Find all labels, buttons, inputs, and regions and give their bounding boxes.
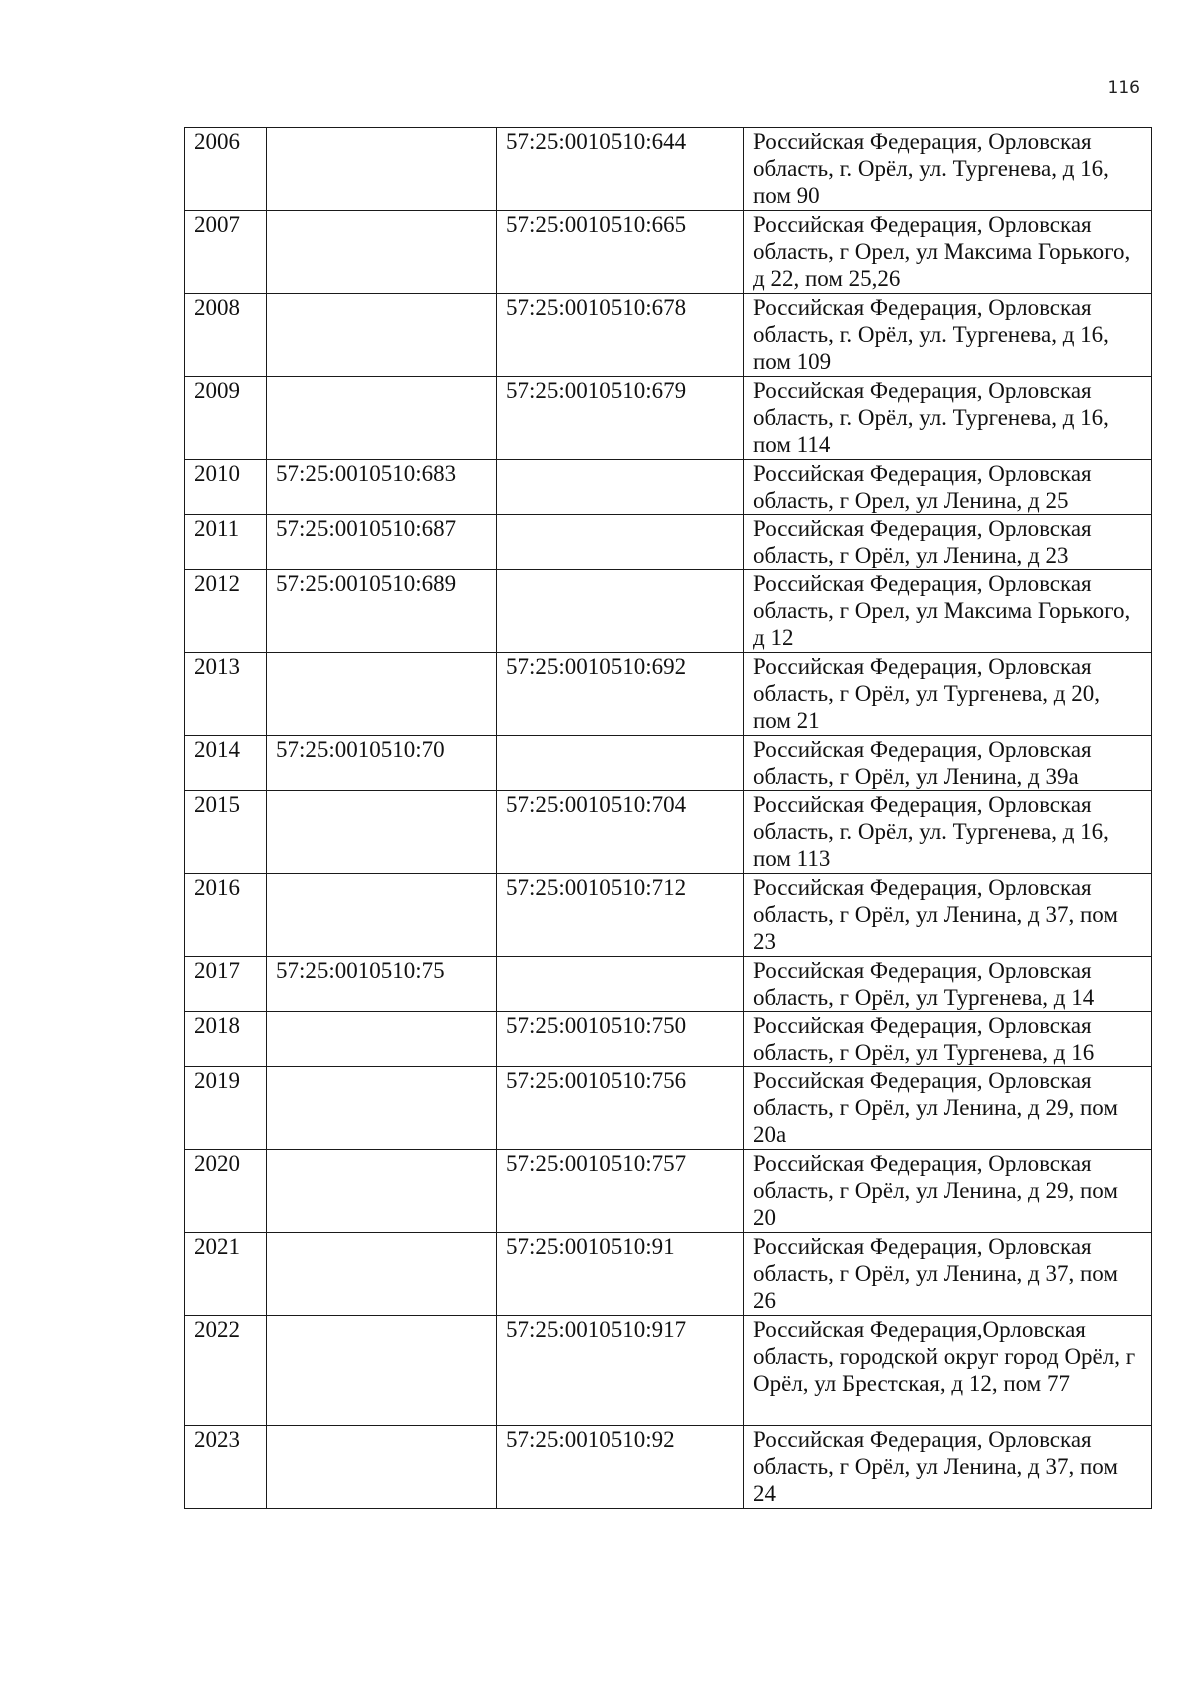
- address-cell: Российская Федерация, Орловская область, г Орёл, ул Тургенева, д 14: [744, 957, 1152, 1012]
- row-number-cell: 2009: [185, 377, 267, 460]
- row-number-cell: 2020: [185, 1150, 267, 1233]
- cadastral-premises-cell: [497, 570, 744, 653]
- row-number-cell: 2022: [185, 1316, 267, 1426]
- row-number-cell: 2011: [185, 515, 267, 570]
- table-row: [185, 874, 1152, 957]
- address-cell: Российская Федерация, Орловская область, г Орёл, ул Ленина, д 23: [744, 515, 1152, 570]
- row-number-cell: 2021: [185, 1233, 267, 1316]
- address-cell: Российская Федерация, Орловская область, г. Орёл, ул. Тургенева, д 16, пом 114: [744, 377, 1152, 460]
- row-number-cell: 2016: [185, 874, 267, 957]
- table-row: [185, 570, 1152, 653]
- table-row: [185, 294, 1152, 377]
- address-cell: Российская Федерация, Орловская область, г Орёл, ул Ленина, д 37, пом 23: [744, 874, 1152, 957]
- address-cell: Российская Федерация, Орловская область, г Орёл, ул Тургенева, д 16: [744, 1012, 1152, 1067]
- cadastral-building-cell: [267, 874, 497, 957]
- cadastral-premises-cell: 57:25:0010510:704: [497, 791, 744, 874]
- table-row: [185, 736, 1152, 791]
- cadastral-building-cell: [267, 211, 497, 294]
- cadastral-premises-cell: [497, 515, 744, 570]
- table-row: [185, 211, 1152, 294]
- table-row: [185, 128, 1152, 211]
- address-cell: Российская Федерация, Орловская область, г. Орёл, ул. Тургенева, д 16, пом 113: [744, 791, 1152, 874]
- cadastral-building-cell: [267, 653, 497, 736]
- table-row: [185, 791, 1152, 874]
- cadastral-premises-cell: 57:25:0010510:750: [497, 1012, 744, 1067]
- cadastral-premises-cell: [497, 736, 744, 791]
- cadastral-building-cell: 57:25:0010510:687: [267, 515, 497, 570]
- address-cell: Российская Федерация, Орловская область, г Орёл, ул Ленина, д 29, пом 20а: [744, 1067, 1152, 1150]
- table-row: [185, 515, 1152, 570]
- cadastral-building-cell: 57:25:0010510:70: [267, 736, 497, 791]
- row-number-cell: 2008: [185, 294, 267, 377]
- address-cell: Российская Федерация, Орловская область, г Орёл, ул Ленина, д 39а: [744, 736, 1152, 791]
- row-number-cell: 2006: [185, 128, 267, 211]
- table-row: [185, 1233, 1152, 1316]
- table-row: [185, 1150, 1152, 1233]
- row-number-cell: 2007: [185, 211, 267, 294]
- row-number-cell: 2012: [185, 570, 267, 653]
- cadastral-premises-cell: [497, 957, 744, 1012]
- row-number-cell: 2010: [185, 460, 267, 515]
- cadastral-premises-cell: 57:25:0010510:757: [497, 1150, 744, 1233]
- address-cell: Российская Федерация, Орловская область, г Орёл, ул Ленина, д 37, пом 24: [744, 1426, 1152, 1509]
- cadastral-premises-cell: 57:25:0010510:692: [497, 653, 744, 736]
- page-number: 116: [1107, 78, 1140, 98]
- table-row: [185, 377, 1152, 460]
- table-row: [185, 1012, 1152, 1067]
- row-number-cell: 2023: [185, 1426, 267, 1509]
- address-cell: Российская Федерация, Орловская область, г Орёл, ул Тургенева, д 20, пом 21: [744, 653, 1152, 736]
- cadastral-building-cell: [267, 1316, 497, 1426]
- cadastral-premises-cell: [497, 460, 744, 515]
- cadastral-building-cell: [267, 791, 497, 874]
- table-row: [185, 1067, 1152, 1150]
- cadastral-building-cell: 57:25:0010510:75: [267, 957, 497, 1012]
- table-row: [185, 653, 1152, 736]
- table-row: [185, 460, 1152, 515]
- cadastral-premises-cell: 57:25:0010510:756: [497, 1067, 744, 1150]
- registry-table: [184, 127, 1152, 1509]
- address-cell: Российская Федерация, Орловская область, г. Орёл, ул. Тургенева, д 16, пом 90: [744, 128, 1152, 211]
- row-number-cell: 2018: [185, 1012, 267, 1067]
- cadastral-premises-cell: 57:25:0010510:679: [497, 377, 744, 460]
- address-cell: Российская Федерация, Орловская область, г Орел, ул Ленина, д 25: [744, 460, 1152, 515]
- row-number-cell: 2017: [185, 957, 267, 1012]
- cadastral-building-cell: [267, 128, 497, 211]
- table-row: [185, 957, 1152, 1012]
- cadastral-building-cell: [267, 1426, 497, 1509]
- cadastral-building-cell: [267, 377, 497, 460]
- address-cell: Российская Федерация, Орловская область, г Орел, ул Максима Горького, д 22, пом 25,26: [744, 211, 1152, 294]
- cadastral-premises-cell: 57:25:0010510:917: [497, 1316, 744, 1426]
- address-cell: Российская Федерация, Орловская область, г. Орёл, ул. Тургенева, д 16, пом 109: [744, 294, 1152, 377]
- cadastral-building-cell: [267, 1012, 497, 1067]
- cadastral-premises-cell: 57:25:0010510:665: [497, 211, 744, 294]
- address-cell: Российская Федерация, Орловская область, г Орел, ул Максима Горького, д 12: [744, 570, 1152, 653]
- cadastral-premises-cell: 57:25:0010510:644: [497, 128, 744, 211]
- cadastral-premises-cell: 57:25:0010510:678: [497, 294, 744, 377]
- table-row: [185, 1316, 1152, 1426]
- address-cell: Российская Федерация, Орловская область, г Орёл, ул Ленина, д 37, пом 26: [744, 1233, 1152, 1316]
- address-cell: Российская Федерация, Орловская область, г Орёл, ул Ленина, д 29, пом 20: [744, 1150, 1152, 1233]
- cadastral-premises-cell: 57:25:0010510:712: [497, 874, 744, 957]
- table-row: [185, 1426, 1152, 1509]
- cadastral-building-cell: [267, 1067, 497, 1150]
- row-number-cell: 2015: [185, 791, 267, 874]
- row-number-cell: 2013: [185, 653, 267, 736]
- row-number-cell: 2014: [185, 736, 267, 791]
- cadastral-building-cell: [267, 1150, 497, 1233]
- cadastral-building-cell: [267, 1233, 497, 1316]
- cadastral-building-cell: 57:25:0010510:683: [267, 460, 497, 515]
- address-cell: Российская Федерация,Орловская область, городской округ город Орёл, г Орёл, ул Брестская, д 12, пом 77: [744, 1316, 1152, 1426]
- cadastral-building-cell: 57:25:0010510:689: [267, 570, 497, 653]
- row-number-cell: 2019: [185, 1067, 267, 1150]
- cadastral-premises-cell: 57:25:0010510:91: [497, 1233, 744, 1316]
- cadastral-premises-cell: 57:25:0010510:92: [497, 1426, 744, 1509]
- cadastral-building-cell: [267, 294, 497, 377]
